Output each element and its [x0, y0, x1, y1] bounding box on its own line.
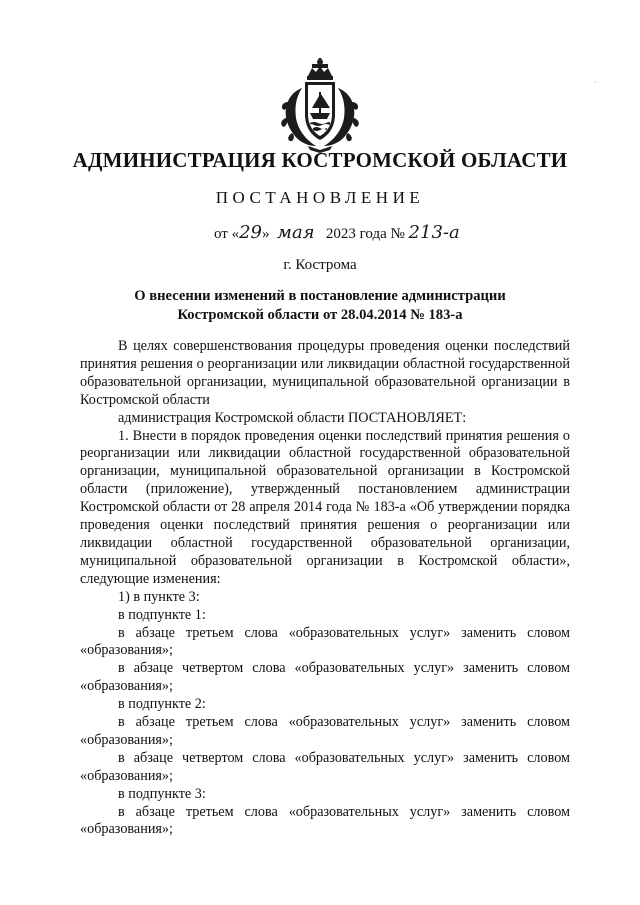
- amendment-paragraph: в абзаце третьем слова «образовательных услуг» заменить словом «образования»;: [80, 624, 570, 659]
- title-line-1: О внесении изменений в постановление администрации: [134, 288, 506, 304]
- agency-name: АДМИНИСТРАЦИЯ КОСТРОМСКОЙ ОБЛАСТИ: [72, 148, 568, 172]
- subitem-paragraph: 1) в пункте 3:: [118, 588, 200, 605]
- resolution-paragraph: администрация Костромской области ПОСТАНОВЛЯЕТ:: [118, 409, 467, 426]
- date-month: мая: [277, 222, 315, 243]
- document-title: [80, 287, 560, 325]
- date-prefix: от «: [214, 226, 240, 242]
- amendment-paragraph: в абзаце третьем слова «образовательных услуг» заменить словом «образования»;: [80, 714, 570, 748]
- date-day: 29: [239, 222, 263, 243]
- preamble-paragraph: В целях совершенствования процедуры проведения оценки последствий принятия решения о реорганизации или ликвидации областной государственной образовательной организации, муниципальной образовательной организации в Костромской области: [80, 338, 570, 408]
- amendment-paragraph: в абзаце четвертом слова «образовательных услуг» заменить словом «образования»;: [80, 749, 570, 784]
- item-1-paragraph: 1. Внести в порядок проведения оценки последствий принятия решения о реорганизации или ликвидации областной государственной образовательной организации, муниципальной образовательной организации в Костромской области (приложение), утвержденный постановлением администрации Костромской области от 28 апреля 2014 года № 183-а «Об утверждении порядка проведения оценки последствий принятия решения о реорганизации или ликвидации областной государственной образовательной организации, муниципальной образовательной организации в Костромской области», следующие изменения:: [80, 427, 570, 587]
- title-line-2: Костромской области от 28.04.2014 № 183-а: [177, 307, 463, 323]
- date-year: 2023 года №: [325, 226, 405, 242]
- document-number: 213-а: [408, 222, 460, 243]
- document-body: [80, 338, 570, 839]
- document-type: ПОСТАНОВЛЕНИЕ: [215, 188, 425, 207]
- corner-mark: ·: [594, 78, 597, 87]
- city: г. Кострома: [283, 257, 357, 273]
- date-line: [214, 222, 460, 243]
- date-mid: »: [262, 226, 270, 242]
- amendment-paragraph: в абзаце третьем слова «образовательных услуг» заменить словом «образования»;: [80, 803, 570, 838]
- subitem-paragraph: в подпункте 2:: [118, 696, 206, 713]
- subitem-paragraph: в подпункте 1:: [118, 606, 206, 623]
- subitem-paragraph: в подпункте 3:: [118, 785, 206, 802]
- coat-of-arms-icon: [272, 58, 368, 154]
- amendment-paragraph: в абзаце четвертом слова «образовательных услуг» заменить словом «образования»;: [80, 660, 570, 695]
